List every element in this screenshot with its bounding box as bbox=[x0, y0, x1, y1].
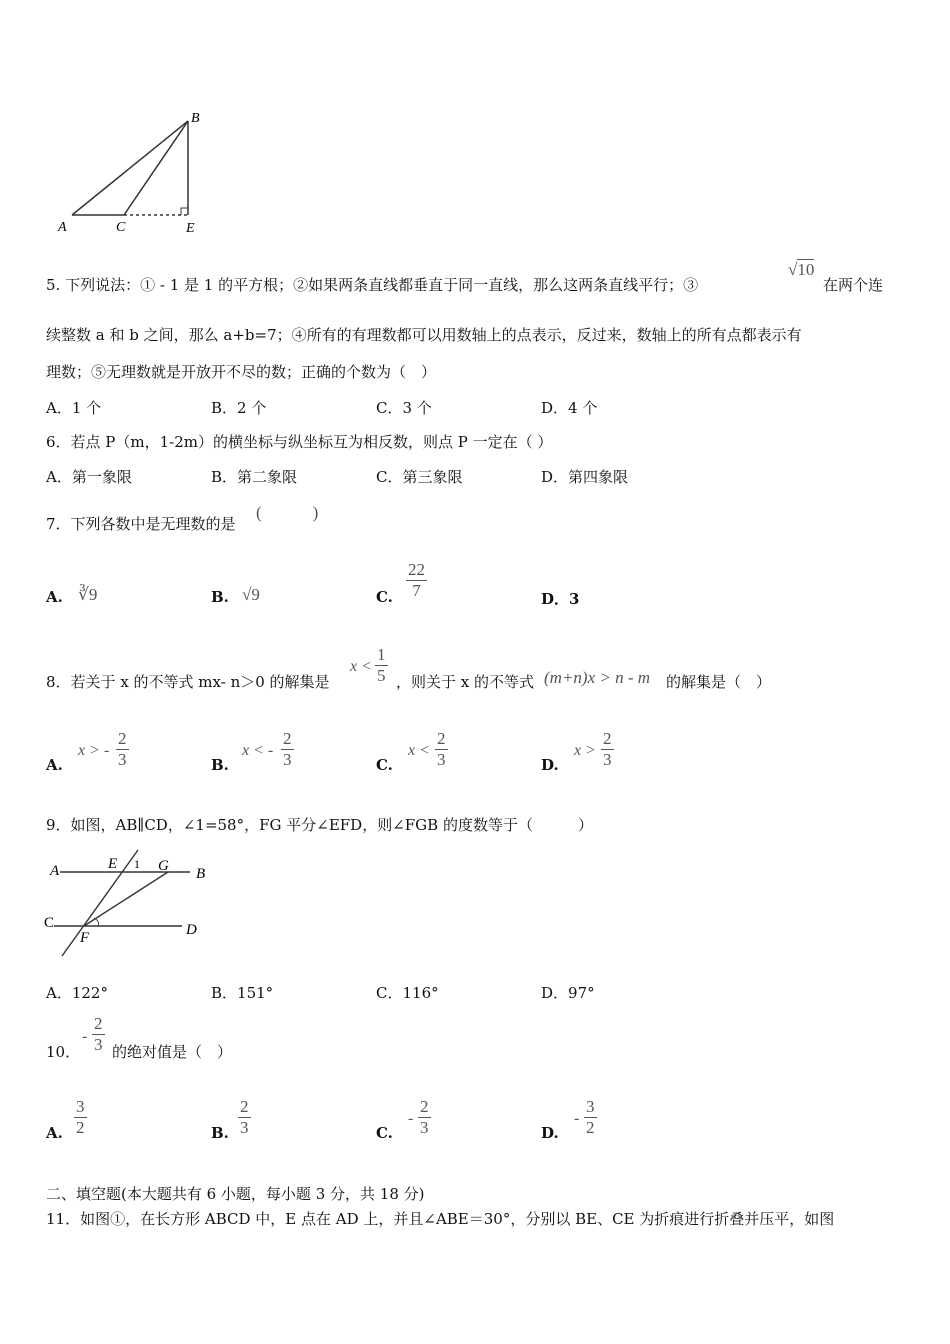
q5-number: 5. bbox=[46, 276, 61, 294]
q5-line3: 理数；⑤无理数就是开放开不尽的数；正确的个数为（ ） bbox=[46, 363, 437, 381]
q8-c-lhs: x < bbox=[408, 742, 430, 759]
q8-d-den: 3 bbox=[603, 750, 612, 769]
q8-cond-numerator: 1 bbox=[377, 645, 386, 664]
q7-c-numerator: 22 bbox=[408, 560, 425, 579]
fig9-label-c: C bbox=[44, 915, 55, 931]
q8-a-den: 3 bbox=[118, 750, 127, 769]
q6-option-b[interactable]: B．第二象限 bbox=[211, 468, 298, 486]
q10-d-fraction bbox=[584, 1097, 597, 1138]
q8-c-den: 3 bbox=[437, 750, 446, 769]
q5-line1-end: 在两个连 bbox=[823, 276, 884, 294]
q5-option-c[interactable]: C．3 个 bbox=[376, 399, 432, 417]
q10-d-den: 2 bbox=[586, 1118, 595, 1137]
q8-inequality: (m+n)x > n - m bbox=[544, 668, 651, 687]
q10-numerator: 2 bbox=[94, 1014, 103, 1033]
q8-label-d[interactable]: D. bbox=[541, 756, 559, 774]
q6-option-a[interactable]: A．第一象限 bbox=[46, 468, 132, 486]
q10-neg: - bbox=[82, 1028, 88, 1045]
q7-option-a-math: ∛9 bbox=[78, 585, 98, 604]
q8-b-num: 2 bbox=[283, 729, 292, 748]
q8-text bbox=[46, 671, 330, 692]
q8-label-b[interactable]: B. bbox=[211, 756, 229, 774]
q8-text-3: 的解集是（ ） bbox=[666, 673, 772, 691]
fig9-label-1: 1 bbox=[134, 857, 140, 871]
q5-text-1: 下列说法：① - 1 是 1 的平方根；②如果两条直线都垂直于同一直线，那么这两条直线平行；③ bbox=[65, 276, 699, 294]
q8-b-den: 3 bbox=[283, 750, 292, 769]
label-e: E bbox=[186, 221, 195, 236]
q8-a-lhs: x > - bbox=[78, 742, 110, 759]
q10-tail: 的绝对值是（ ） bbox=[112, 1043, 233, 1061]
q10-number: 10． bbox=[46, 1043, 81, 1061]
q8-d-lhs: x > bbox=[574, 742, 596, 759]
label-b: B bbox=[191, 111, 200, 126]
fig9-label-d: D bbox=[186, 922, 197, 938]
q8-a-num: 2 bbox=[118, 729, 127, 748]
q10-label-a[interactable]: A. bbox=[46, 1124, 63, 1142]
q7-label-b[interactable]: B. bbox=[211, 588, 229, 606]
fig9-label-g: G bbox=[158, 858, 169, 874]
q8-cond-fraction bbox=[375, 645, 388, 686]
q6-text: 6．若点 P（m，1-2m）的横坐标与纵坐标互为相反数，则点 P 一定在（ ） bbox=[46, 433, 553, 451]
q10-c-sign: - bbox=[408, 1110, 414, 1127]
q7-label-a[interactable]: A. bbox=[46, 588, 63, 606]
q7-text: 7．下列各数中是无理数的是 bbox=[46, 515, 236, 533]
q8-c-fraction bbox=[435, 729, 448, 770]
q11-text: 11．如图①，在长方形 ABCD 中，E 点在 AD 上，并且∠ABE＝30°，分别以 BE、CE 为折痕进行折叠并压平，如图 bbox=[46, 1210, 835, 1228]
q7-label-d[interactable] bbox=[541, 588, 579, 609]
q10-fraction bbox=[92, 1014, 105, 1055]
q10-c-den: 3 bbox=[420, 1118, 429, 1137]
q10-b-fraction bbox=[238, 1097, 251, 1138]
q10-b-num: 2 bbox=[240, 1097, 249, 1116]
q10-a-num: 3 bbox=[76, 1097, 85, 1116]
fig9-label-e: E bbox=[108, 856, 118, 872]
q8-number: 8． bbox=[46, 673, 71, 691]
q7-option-b-math: √9 bbox=[242, 585, 260, 604]
q5-line1 bbox=[46, 274, 698, 295]
q6-option-d[interactable]: D．第四象限 bbox=[541, 468, 629, 486]
fig9-label-a: A bbox=[50, 863, 60, 879]
q6-option-c[interactable]: C．第三象限 bbox=[376, 468, 463, 486]
parallel-lines-figure bbox=[40, 848, 220, 963]
triangle-figure bbox=[50, 105, 220, 240]
q7-d-letter: D． bbox=[541, 590, 570, 608]
q7-paren: ( ) bbox=[256, 503, 319, 522]
fig9-label-b: B bbox=[196, 866, 206, 882]
q10-b-den: 3 bbox=[240, 1118, 249, 1137]
q9-option-b[interactable]: B．151° bbox=[211, 984, 274, 1002]
q10-a-den: 2 bbox=[76, 1118, 85, 1137]
q10-d-num: 3 bbox=[586, 1097, 595, 1116]
q8-d-num: 2 bbox=[603, 729, 612, 748]
q9-option-a[interactable]: A．122° bbox=[46, 984, 108, 1002]
q10-label-d[interactable]: D. bbox=[541, 1124, 559, 1142]
q8-cond-lhs: x < bbox=[350, 658, 372, 675]
q10-c-fraction bbox=[418, 1097, 431, 1138]
q8-d-fraction bbox=[601, 729, 614, 770]
q8-label-c[interactable]: C. bbox=[376, 756, 393, 774]
label-c: C bbox=[116, 220, 126, 235]
q8-a-fraction bbox=[116, 729, 129, 770]
label-a: A bbox=[58, 220, 67, 235]
q8-cond-denominator: 5 bbox=[377, 666, 386, 685]
q7-c-denominator: 7 bbox=[406, 580, 427, 601]
q10-label-b[interactable]: B. bbox=[211, 1124, 229, 1142]
q8-text-1: 若关于 x 的不等式 mx- n＞0 的解集是 bbox=[70, 673, 330, 691]
q8-b-lhs: x < - bbox=[242, 742, 274, 759]
q9-option-c[interactable]: C．116° bbox=[376, 984, 439, 1002]
q5-sqrt: √10 bbox=[788, 260, 815, 279]
fig9-label-f: F bbox=[80, 930, 90, 946]
q7-d-value: 3 bbox=[569, 590, 580, 608]
q10-c-num: 2 bbox=[420, 1097, 429, 1116]
section-heading: 二、填空题(本大题共有 6 小题，每小题 3 分，共 18 分) bbox=[46, 1185, 425, 1203]
q10-a-fraction bbox=[74, 1097, 87, 1138]
q5-option-a[interactable]: A．1 个 bbox=[46, 399, 102, 417]
q5-sqrt-arg: 10 bbox=[797, 260, 815, 279]
q8-text-2: ，则关于 x 的不等式 bbox=[396, 673, 534, 691]
q5-line2: 续整数 a 和 b 之间，那么 a+b=7；④所有的有理数都可以用数轴上的点表示，反过来，数轴上的所有点都表示有 bbox=[46, 326, 802, 344]
q5-option-b[interactable]: B．2 个 bbox=[211, 399, 267, 417]
q7-option-c-fraction bbox=[406, 560, 427, 601]
q7-label-c[interactable]: C. bbox=[376, 588, 393, 606]
q10-denominator: 3 bbox=[94, 1035, 103, 1054]
q9-option-d[interactable]: D．97° bbox=[541, 984, 595, 1002]
q8-c-num: 2 bbox=[437, 729, 446, 748]
q5-option-d[interactable]: D．4 个 bbox=[541, 399, 598, 417]
q9-text: 9．如图，AB∥CD，∠1=58°，FG 平分∠EFD，则∠FGB 的度数等于（ ） bbox=[46, 816, 593, 834]
q10-d-sign: - bbox=[574, 1110, 580, 1127]
q10-label-c[interactable]: C. bbox=[376, 1124, 393, 1142]
q8-label-a[interactable]: A. bbox=[46, 756, 63, 774]
q8-b-fraction bbox=[281, 729, 294, 770]
